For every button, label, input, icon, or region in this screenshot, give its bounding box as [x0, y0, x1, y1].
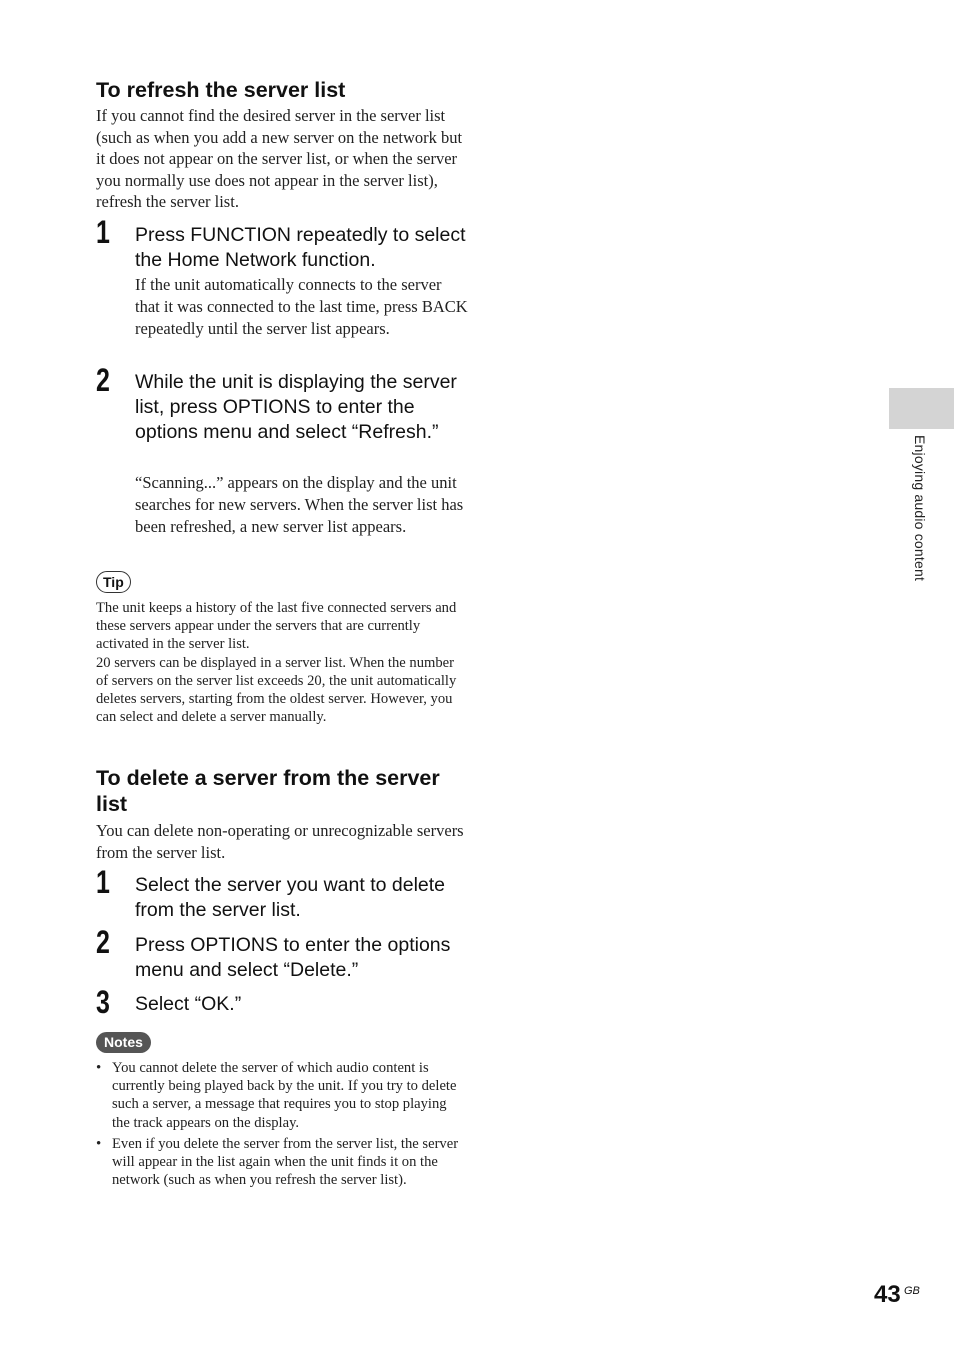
- step-heading: Select “OK.”: [135, 993, 242, 1015]
- step-body: “Scanning...” appears on the display and the unit searches for new servers. When the server list has been refreshed, a new server list appears.: [135, 473, 464, 536]
- step-number: 3: [96, 984, 110, 1020]
- step-number: 2: [96, 362, 110, 398]
- step-heading: Press OPTIONS to enter the options menu and select “Delete.”: [135, 934, 451, 981]
- step-heading: While the unit is displaying the server list, press OPTIONS to enter the options menu and select “Refresh.”: [135, 371, 457, 443]
- step-number: 2: [96, 924, 110, 960]
- section-intro-delete: You can delete non-operating or unrecognizable servers from the server list.: [96, 821, 464, 862]
- section-heading-refresh: To refresh the server list: [96, 78, 346, 102]
- section-heading-delete: To delete a server from the server list: [96, 766, 440, 816]
- page-number-suffix: GB: [904, 1285, 920, 1297]
- notes-list: [96, 1059, 468, 1189]
- tip-paragraph: The unit keeps a history of the last five connected servers and these servers appear under the servers that are currently activated in the server list.: [96, 600, 457, 653]
- step-heading: Press FUNCTION repeatedly to select the Home Network function.: [135, 224, 466, 271]
- step-number: 1: [96, 864, 110, 900]
- notes-badge: Notes: [96, 1032, 151, 1053]
- page-number: 43: [874, 1281, 901, 1308]
- tip-badge: Tip: [96, 571, 131, 593]
- step-heading: Select the server you want to delete from the server list.: [135, 874, 446, 921]
- tip-text: [96, 599, 468, 726]
- section-intro-refresh: If you cannot find the desired server in the server list (such as when you add a new server on the network but it does not appear on the server list, or when the server you normally use does not appear in the server list), refresh the server list.: [96, 106, 463, 211]
- chapter-tab-label: Enjoying audio content: [912, 435, 928, 582]
- note-item: • You cannot delete the server of which audio content is currently being played back by the unit. If you try to delete such a server, a message that requires you to stop playing the track appears on the display.: [96, 1059, 468, 1132]
- tip-paragraph: 20 servers can be displayed in a server list. When the number of servers on the server list exceeds 20, the unit automatically deletes servers, starting from the oldest server. However, you can select and delete a server manually.: [96, 654, 457, 726]
- note-item: • Even if you delete the server from the server list, the server will appear in the list again when the unit finds it on the network (such as when you refresh the server list).: [96, 1135, 468, 1190]
- step-body: If the unit automatically connects to the server that it was connected to the last time, press BACK repeatedly until the server list appears.: [135, 275, 468, 338]
- chapter-tab: [889, 388, 954, 429]
- step-number: 1: [96, 214, 110, 250]
